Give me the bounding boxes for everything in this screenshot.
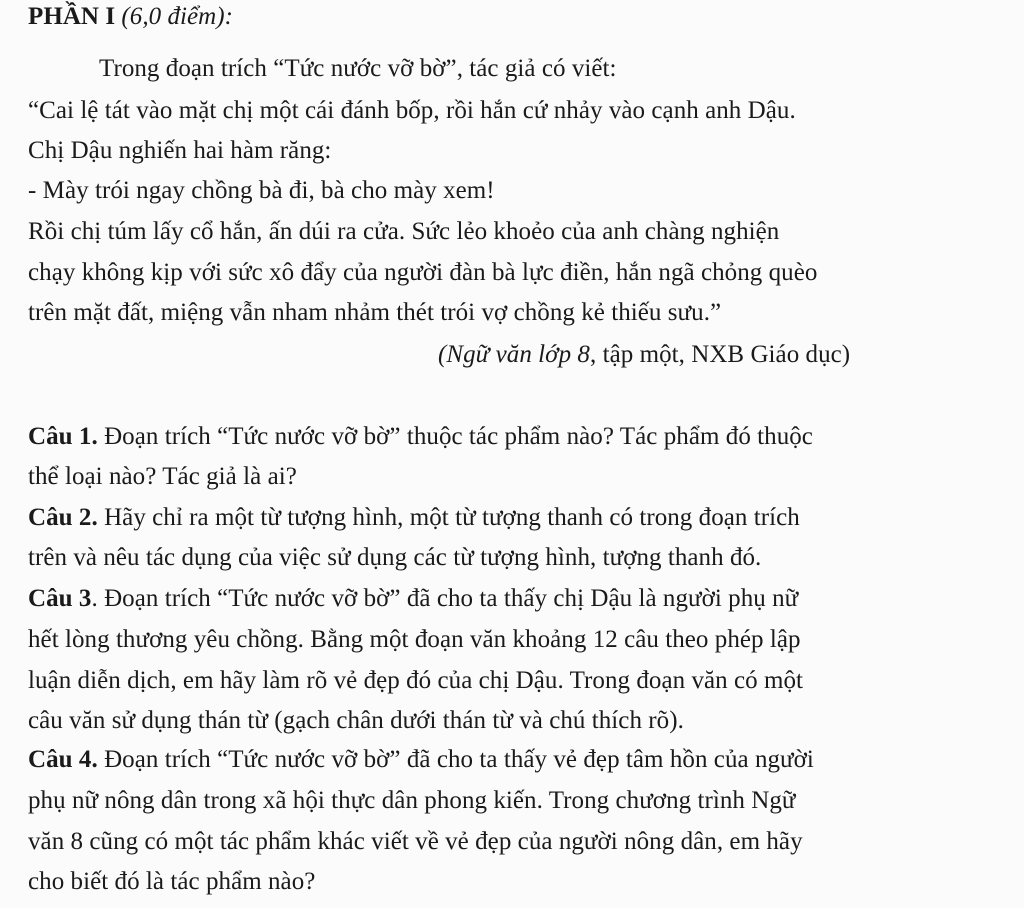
- question-4: [28, 745, 814, 775]
- excerpt-line: - Mày trói ngay chồng bà đi, bà cho mày xem!: [28, 177, 495, 204]
- intro-line: Trong đoạn trích “Tức nước vỡ bờ”, tác giả có viết:: [99, 55, 617, 82]
- question-label: Câu 4.: [28, 746, 98, 773]
- section-heading-points: (6,0 điểm):: [115, 3, 234, 30]
- question-text: Hãy chỉ ra một từ tượng hình, một từ tượng thanh có trong đoạn trích: [97, 504, 800, 531]
- question-text: hết lòng thương yêu chồng. Bằng một đoạn văn khoảng 12 câu theo phép lập: [28, 626, 801, 653]
- excerpt-line: chạy không kịp với sức xô đẩy của người đàn bà lực điền, hắn ngã chỏng quèo: [28, 259, 818, 286]
- source-book: (Ngữ văn lớp 8: [438, 341, 590, 368]
- source-publisher: , tập một, NXB Giáo dục): [589, 341, 851, 368]
- source-citation: [438, 340, 850, 370]
- question-text: phụ nữ nông dân trong xã hội thực dân phong kiến. Trong chương trình Ngữ: [28, 787, 796, 814]
- question-text: thể loại nào? Tác giả là ai?: [28, 463, 297, 490]
- question-text: trên và nêu tác dụng của việc sử dụng các từ tượng hình, tượng thanh đó.: [28, 544, 762, 571]
- question-text: luận diễn dịch, em hãy làm rõ vẻ đẹp đó của chị Dậu. Trong đoạn văn có một: [28, 667, 804, 694]
- section-heading: [28, 2, 233, 32]
- question-text: câu văn sử dụng thán từ (gạch chân dưới thán từ và chú thích rõ).: [28, 707, 684, 734]
- question-text: cho biết đó là tác phẩm nào?: [28, 868, 316, 895]
- question-1: [28, 422, 813, 452]
- question-text: . Đoạn trích “Tức nước vỡ bờ” đã cho ta thấy chị Dậu là người phụ nữ: [91, 585, 799, 612]
- excerpt-line: Rồi chị túm lấy cổ hắn, ấn dúi ra cửa. Sức lẻo khoẻo của anh chàng nghiện: [28, 218, 780, 245]
- excerpt-line: Chị Dậu nghiến hai hàm răng:: [28, 137, 332, 164]
- question-3: [28, 584, 798, 614]
- question-label: Câu 2.: [28, 504, 98, 531]
- question-label: Câu 3: [28, 585, 92, 612]
- question-text: Đoạn trích “Tức nước vỡ bờ” thuộc tác phẩm nào? Tác phẩm đó thuộc: [97, 423, 813, 450]
- question-text: Đoạn trích “Tức nước vỡ bờ” đã cho ta thấy vẻ đẹp tâm hồn của người: [97, 746, 814, 773]
- question-label: Câu 1.: [28, 423, 98, 450]
- question-text: văn 8 cũng có một tác phẩm khác viết về vẻ đẹp của người nông dân, em hãy: [28, 828, 803, 855]
- excerpt-line: trên mặt đất, miệng vẫn nham nhảm thét trói vợ chồng kẻ thiếu sưu.”: [28, 299, 722, 326]
- excerpt-line: “Cai lệ tát vào mặt chị một cái đánh bốp, rồi hắn cứ nhảy vào cạnh anh Dậu.: [28, 97, 796, 124]
- question-2: [28, 503, 800, 533]
- section-heading-label: PHẦN I: [28, 3, 116, 30]
